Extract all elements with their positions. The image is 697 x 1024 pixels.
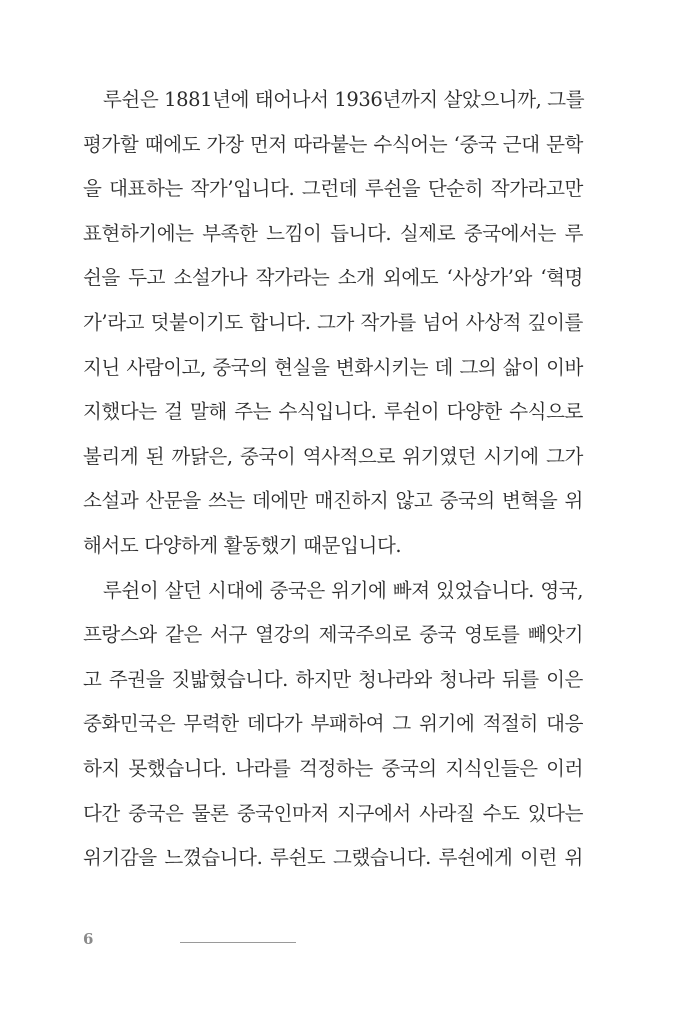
text-line: 불리게 된 까닭은, 중국이 역사적으로 위기였던 시기에 그가 — [83, 444, 583, 468]
footer-rule — [180, 942, 296, 943]
text-line: 가’라고 덧붙이기도 합니다. 그가 작가를 넘어 사상적 깊이를 — [83, 310, 583, 334]
text-line: 지닌 사람이고, 중국의 현실을 변화시키는 데 그의 삶이 이바 — [83, 355, 583, 379]
text-line: 을 대표하는 작가’입니다. 그런데 루쉰을 단순히 작가라고만 — [83, 177, 583, 201]
text-line: 표현하기에는 부족한 느낌이 듭니다. 실제로 중국에서는 루 — [83, 221, 583, 245]
text-line: 평가할 때에도 가장 먼저 따라붙는 수식어는 ‘중국 근대 문학 — [83, 132, 583, 156]
text-line: 중화민국은 무력한 데다가 부패하여 그 위기에 적절히 대응 — [83, 712, 583, 736]
text-line: 하지 못했습니다. 나라를 걱정하는 중국의 지식인들은 이러 — [83, 756, 583, 780]
text-line: 소설과 산문을 쓰는 데에만 매진하지 않고 중국의 변혁을 위 — [83, 489, 583, 513]
paragraph — [83, 78, 583, 569]
text-line: 다간 중국은 물론 중국인마저 지구에서 사라질 수도 있다는 — [83, 801, 583, 825]
text-line: 루쉰은 1881년에 태어나서 1936년까지 살았으니까, 그를 — [103, 88, 585, 111]
paragraph — [83, 569, 583, 881]
text-line: 루쉰이 살던 시대에 중국은 위기에 빠져 있었습니다. 영국, — [103, 578, 583, 602]
text-line: 프랑스와 같은 서구 열강의 제국주의로 중국 영토를 빼앗기 — [83, 623, 583, 647]
text-line: 고 주권을 짓밟혔습니다. 하지만 청나라와 청나라 뒤를 이은 — [83, 667, 583, 691]
text-line: 위기감을 느꼈습니다. 루쉰도 그랬습니다. 루쉰에게 이런 위 — [83, 846, 583, 870]
body-text — [83, 78, 583, 881]
page-number: 6 — [83, 930, 94, 948]
page-footer — [83, 930, 313, 954]
text-line: 쉰을 두고 소설가나 작가라는 소개 외에도 ‘사상가’와 ‘혁명 — [83, 266, 583, 290]
text-line: 해서도 다양하게 활동했기 때문입니다. — [83, 533, 402, 557]
text-line: 지했다는 걸 말해 주는 수식입니다. 루쉰이 다양한 수식으로 — [83, 400, 583, 424]
